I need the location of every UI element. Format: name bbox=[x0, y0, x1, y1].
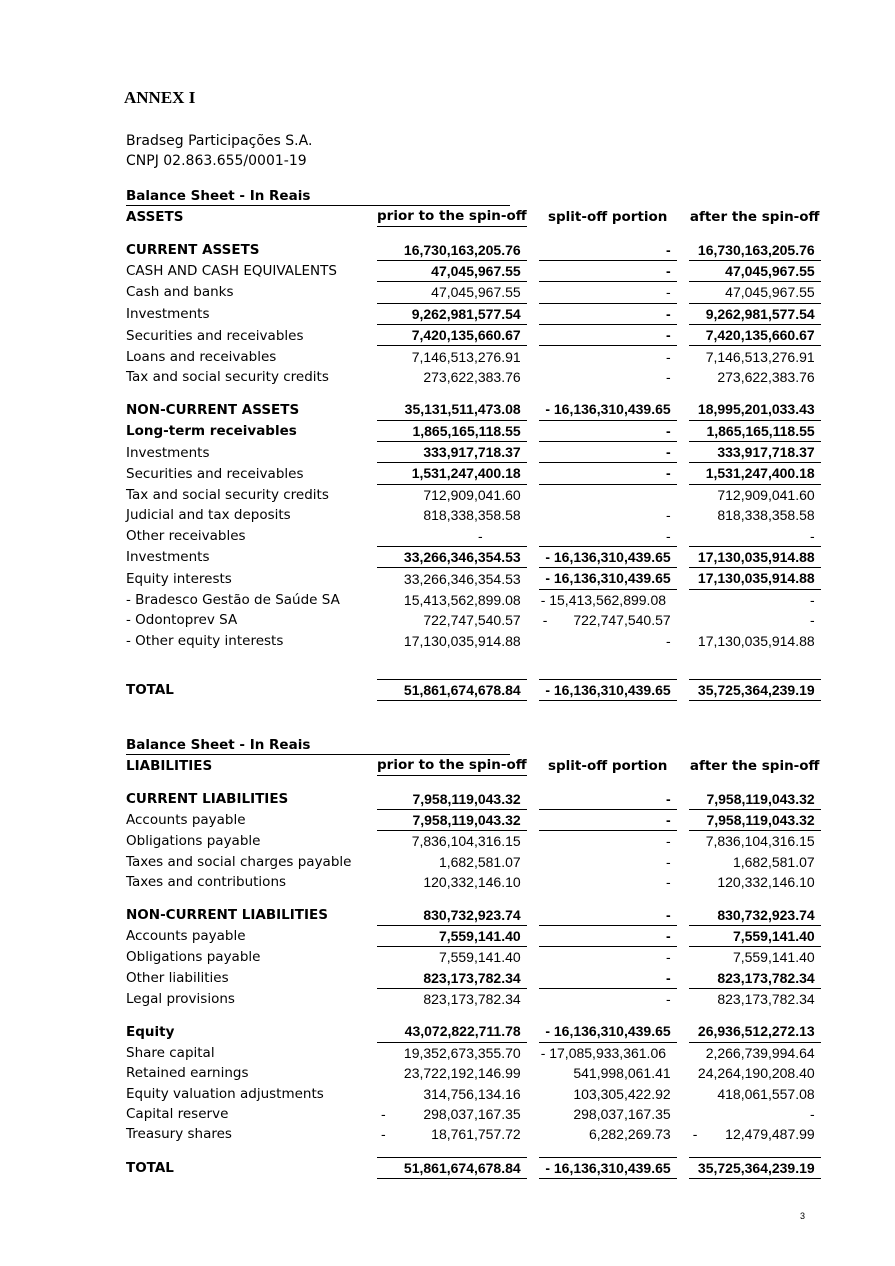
col-split-header: split-off portion bbox=[547, 208, 668, 225]
split-value: - bbox=[666, 527, 671, 544]
split-value: - bbox=[539, 261, 677, 282]
split-value: - 15,413,562,899.08 bbox=[540, 591, 667, 608]
after-value: 273,622,383.76 bbox=[717, 368, 815, 385]
table-row bbox=[120, 610, 821, 630]
after-value: 18,995,201,033.43 bbox=[689, 399, 821, 420]
after-value: - bbox=[810, 591, 815, 608]
prior-value: 7,836,104,316.15 bbox=[411, 833, 521, 850]
after-value: 1,865,165,118.55 bbox=[689, 421, 821, 442]
split-value: - bbox=[666, 368, 671, 385]
after-value: 1,531,247,400.18 bbox=[689, 463, 821, 484]
prior-value: 19,352,673,355.70 bbox=[403, 1044, 521, 1061]
table-row bbox=[120, 546, 821, 568]
table-row bbox=[120, 421, 821, 442]
split-value: 6,282,269.73 bbox=[588, 1126, 671, 1143]
split-value: - bbox=[666, 874, 671, 891]
table-row bbox=[120, 525, 821, 545]
split-value: - bbox=[666, 632, 671, 649]
table-row bbox=[120, 872, 821, 892]
prior-value: 47,045,967.55 bbox=[377, 261, 527, 282]
row-label: Taxes and social charges payable bbox=[126, 853, 352, 870]
prior-value: 35,131,511,473.08 bbox=[377, 399, 527, 420]
prior-value: 333,917,718.37 bbox=[377, 442, 527, 463]
table-row bbox=[120, 399, 821, 420]
negative-sign: - bbox=[542, 612, 548, 629]
prior-value: 43,072,822,711.78 bbox=[377, 1021, 527, 1042]
row-label: Legal provisions bbox=[126, 991, 235, 1008]
prior-value: 17,130,035,914.88 bbox=[403, 632, 521, 649]
split-value: 103,305,422.92 bbox=[573, 1085, 671, 1102]
row-label: Retained earnings bbox=[126, 1065, 249, 1082]
col-after-header: after the spin-off bbox=[689, 208, 820, 225]
row-label: Judicial and tax deposits bbox=[126, 507, 291, 524]
col-split-header: split-off portion bbox=[547, 757, 668, 774]
split-value: - bbox=[539, 325, 677, 346]
table-row bbox=[120, 1124, 821, 1144]
after-value: 830,732,923.74 bbox=[689, 904, 821, 925]
split-value: - 16,136,310,439.65 bbox=[539, 399, 677, 420]
prior-value: 9,262,981,577.54 bbox=[377, 303, 527, 325]
total-row bbox=[120, 1157, 821, 1179]
table-row bbox=[120, 1063, 821, 1083]
row-label: NON-CURRENT LIABILITIES bbox=[126, 907, 328, 924]
total-prior: 51,861,674,678.84 bbox=[377, 679, 527, 701]
split-value: - bbox=[539, 810, 677, 831]
split-value bbox=[539, 485, 677, 505]
prior-value: 712,909,041.60 bbox=[423, 486, 521, 503]
table-row bbox=[120, 810, 821, 831]
table-row bbox=[120, 1083, 821, 1103]
split-value: - bbox=[539, 926, 677, 947]
table-row bbox=[120, 630, 821, 650]
after-value: 17,130,035,914.88 bbox=[689, 546, 821, 568]
row-label: Accounts payable bbox=[126, 928, 246, 945]
after-value: 120,332,146.10 bbox=[717, 874, 815, 891]
table-row bbox=[120, 590, 821, 610]
after-value: 7,958,119,043.32 bbox=[689, 810, 821, 831]
row-label: Share capital bbox=[126, 1044, 215, 1061]
row-label: - Other equity interests bbox=[126, 632, 284, 649]
total-split: - 16,136,310,439.65 bbox=[539, 1157, 677, 1179]
prior-value: 823,173,782.34 bbox=[423, 991, 521, 1008]
row-label: Investments bbox=[126, 549, 210, 566]
table-row bbox=[120, 1043, 821, 1063]
table-row bbox=[120, 926, 821, 947]
assets-section-title: Balance Sheet - In Reais bbox=[126, 188, 510, 206]
after-value: - bbox=[810, 612, 815, 629]
table-row bbox=[120, 947, 821, 967]
row-label: Other receivables bbox=[126, 527, 246, 544]
row-label: CURRENT LIABILITIES bbox=[126, 791, 289, 808]
table-row bbox=[120, 904, 821, 925]
after-value: 47,045,967.55 bbox=[689, 261, 821, 282]
row-label: Loans and receivables bbox=[126, 348, 277, 365]
row-label: Other liabilities bbox=[126, 970, 229, 987]
row-label: Equity bbox=[126, 1023, 175, 1040]
prior-value: 7,958,119,043.32 bbox=[377, 788, 527, 809]
table-row bbox=[120, 282, 821, 302]
row-label: Obligations payable bbox=[126, 949, 261, 966]
split-value: - bbox=[666, 853, 671, 870]
table-row bbox=[120, 261, 821, 282]
row-label: Investments bbox=[126, 444, 210, 461]
prior-value: 7,559,141.40 bbox=[438, 949, 521, 966]
table-row bbox=[120, 831, 821, 851]
row-label: Accounts payable bbox=[126, 812, 246, 829]
assets-table bbox=[120, 206, 821, 701]
negative-sign: - bbox=[692, 1126, 698, 1143]
after-value: 16,730,163,205.76 bbox=[689, 239, 821, 260]
table-row bbox=[120, 1021, 821, 1042]
after-value: 823,173,782.34 bbox=[689, 968, 821, 989]
split-value: - bbox=[539, 421, 677, 442]
prior-value: 1,682,581.07 bbox=[438, 853, 521, 870]
col-after-header: after the spin-off bbox=[689, 757, 820, 774]
table-row bbox=[120, 346, 821, 366]
after-value: 7,146,513,276.91 bbox=[705, 348, 815, 365]
row-label: Tax and social security credits bbox=[126, 486, 329, 503]
split-value: - 16,136,310,439.65 bbox=[539, 546, 677, 568]
split-value: - bbox=[539, 904, 677, 925]
split-value: 722,747,540.57 bbox=[573, 612, 671, 629]
row-label: NON-CURRENT ASSETS bbox=[126, 401, 300, 418]
row-label: Tax and social security credits bbox=[126, 368, 329, 385]
split-value: - bbox=[666, 833, 671, 850]
negative-sign: - bbox=[381, 1106, 386, 1123]
table-row bbox=[120, 325, 821, 346]
assets-heading: ASSETS bbox=[126, 208, 184, 225]
after-value: - bbox=[810, 527, 815, 544]
prior-value: 823,173,782.34 bbox=[377, 968, 527, 989]
split-value: - bbox=[539, 442, 677, 463]
after-value: 333,917,718.37 bbox=[689, 442, 821, 463]
table-row bbox=[120, 968, 821, 989]
liabilities-heading: LIABILITIES bbox=[126, 757, 213, 774]
after-value: 7,559,141.40 bbox=[732, 949, 815, 966]
prior-value: 15,413,562,899.08 bbox=[403, 591, 521, 608]
total-after: 35,725,364,239.19 bbox=[689, 679, 821, 701]
prior-value: 7,146,513,276.91 bbox=[411, 348, 521, 365]
row-label: Investments bbox=[126, 305, 210, 322]
after-value: 7,420,135,660.67 bbox=[689, 325, 821, 346]
table-row bbox=[120, 568, 821, 589]
prior-value: 7,958,119,043.32 bbox=[377, 810, 527, 831]
split-value: - 17,085,933,361.06 bbox=[540, 1044, 667, 1061]
after-value: - bbox=[810, 1106, 815, 1123]
prior-value: 298,037,167.35 bbox=[423, 1106, 521, 1123]
col-prior-header: prior to the spin-off bbox=[377, 206, 527, 227]
split-value: - bbox=[666, 507, 671, 524]
row-label: Taxes and contributions bbox=[126, 874, 287, 891]
table-row bbox=[120, 852, 821, 872]
split-value: - bbox=[539, 463, 677, 484]
prior-value: 818,338,358.58 bbox=[423, 507, 521, 524]
prior-value: 830,732,923.74 bbox=[377, 904, 527, 925]
prior-value: - bbox=[478, 527, 483, 544]
split-value: - 16,136,310,439.65 bbox=[539, 568, 677, 589]
table-row bbox=[120, 303, 821, 325]
table-row bbox=[120, 442, 821, 463]
after-value: 1,682,581.07 bbox=[732, 853, 815, 870]
table-row bbox=[120, 989, 821, 1009]
row-label: Securities and receivables bbox=[126, 465, 304, 482]
prior-value: 722,747,540.57 bbox=[423, 612, 521, 629]
total-label: TOTAL bbox=[126, 682, 174, 698]
row-label: Cash and banks bbox=[126, 284, 234, 301]
prior-value: 1,865,165,118.55 bbox=[377, 421, 527, 442]
after-value: 17,130,035,914.88 bbox=[697, 632, 815, 649]
liabilities-section-title: Balance Sheet - In Reais bbox=[126, 737, 510, 755]
total-row bbox=[120, 679, 821, 701]
split-value: - bbox=[666, 348, 671, 365]
prior-value: 314,756,134.16 bbox=[423, 1085, 521, 1102]
split-value: - bbox=[539, 968, 677, 989]
prior-value: 18,761,757.72 bbox=[431, 1126, 521, 1143]
after-value: 24,264,190,208.40 bbox=[697, 1065, 815, 1082]
after-value: 7,559,141.40 bbox=[689, 926, 821, 947]
prior-value: 7,559,141.40 bbox=[377, 926, 527, 947]
row-label: - Bradesco Gestão de Saúde SA bbox=[126, 591, 340, 608]
table-row bbox=[120, 463, 821, 484]
row-label: Treasury shares bbox=[126, 1126, 232, 1143]
after-value: 26,936,512,272.13 bbox=[689, 1021, 821, 1042]
row-label: Capital reserve bbox=[126, 1106, 229, 1123]
total-split: - 16,136,310,439.65 bbox=[539, 679, 677, 701]
total-prior: 51,861,674,678.84 bbox=[377, 1157, 527, 1179]
after-value: 9,262,981,577.54 bbox=[689, 303, 821, 325]
company-name: Bradseg Participações S.A. bbox=[126, 133, 313, 149]
company-cnpj: CNPJ 02.863.655/0001-19 bbox=[126, 153, 307, 169]
after-value: 7,958,119,043.32 bbox=[689, 788, 821, 809]
prior-value: 16,730,163,205.76 bbox=[377, 239, 527, 260]
negative-sign: - bbox=[381, 1126, 386, 1143]
split-value: - 16,136,310,439.65 bbox=[539, 1021, 677, 1042]
prior-value: 33,266,346,354.53 bbox=[377, 546, 527, 568]
table-row bbox=[120, 788, 821, 809]
row-label: CURRENT ASSETS bbox=[126, 242, 260, 259]
row-label: - Odontoprev SA bbox=[126, 612, 238, 629]
table-row bbox=[120, 505, 821, 525]
split-value: - bbox=[539, 239, 677, 260]
split-value: - bbox=[666, 991, 671, 1008]
col-prior-header: prior to the spin-off bbox=[377, 755, 527, 776]
prior-value: 273,622,383.76 bbox=[423, 368, 521, 385]
split-value: 541,998,061.41 bbox=[573, 1065, 671, 1082]
table-row bbox=[120, 239, 821, 260]
after-value: 7,836,104,316.15 bbox=[705, 833, 815, 850]
prior-value: 120,332,146.10 bbox=[423, 874, 521, 891]
split-value: 298,037,167.35 bbox=[573, 1106, 671, 1123]
split-value: - bbox=[666, 949, 671, 966]
total-after: 35,725,364,239.19 bbox=[689, 1157, 821, 1179]
row-label: Obligations payable bbox=[126, 833, 261, 850]
page-number: 3 bbox=[799, 1211, 805, 1221]
row-label: CASH AND CASH EQUIVALENTS bbox=[126, 263, 337, 280]
after-value: 12,479,487.99 bbox=[725, 1126, 815, 1143]
prior-value: 1,531,247,400.18 bbox=[377, 463, 527, 484]
total-label: TOTAL bbox=[126, 1159, 174, 1176]
table-row bbox=[120, 485, 821, 505]
after-value: 47,045,967.55 bbox=[725, 284, 815, 301]
after-value: 823,173,782.34 bbox=[717, 991, 815, 1008]
after-value: 818,338,358.58 bbox=[717, 507, 815, 524]
prior-value: 33,266,346,354.53 bbox=[403, 570, 521, 587]
table-row bbox=[120, 367, 821, 387]
document-title: ANNEX I bbox=[124, 88, 196, 107]
split-value: - bbox=[539, 303, 677, 325]
prior-value: 47,045,967.55 bbox=[431, 284, 521, 301]
after-value: 17,130,035,914.88 bbox=[689, 568, 821, 589]
split-value: - bbox=[539, 788, 677, 809]
prior-value: 23,722,192,146.99 bbox=[403, 1065, 521, 1082]
row-label: Long-term receivables bbox=[126, 423, 297, 440]
prior-value: 7,420,135,660.67 bbox=[377, 325, 527, 346]
row-label: Equity valuation adjustments bbox=[126, 1085, 324, 1102]
split-value: - bbox=[666, 284, 671, 301]
after-value: 2,266,739,994.64 bbox=[705, 1044, 815, 1061]
row-label: Securities and receivables bbox=[126, 327, 304, 344]
after-value: 712,909,041.60 bbox=[717, 486, 815, 503]
after-value: 418,061,557.08 bbox=[717, 1085, 815, 1102]
table-row bbox=[120, 1104, 821, 1124]
liabilities-table bbox=[120, 755, 821, 1179]
row-label: Equity interests bbox=[126, 570, 232, 587]
